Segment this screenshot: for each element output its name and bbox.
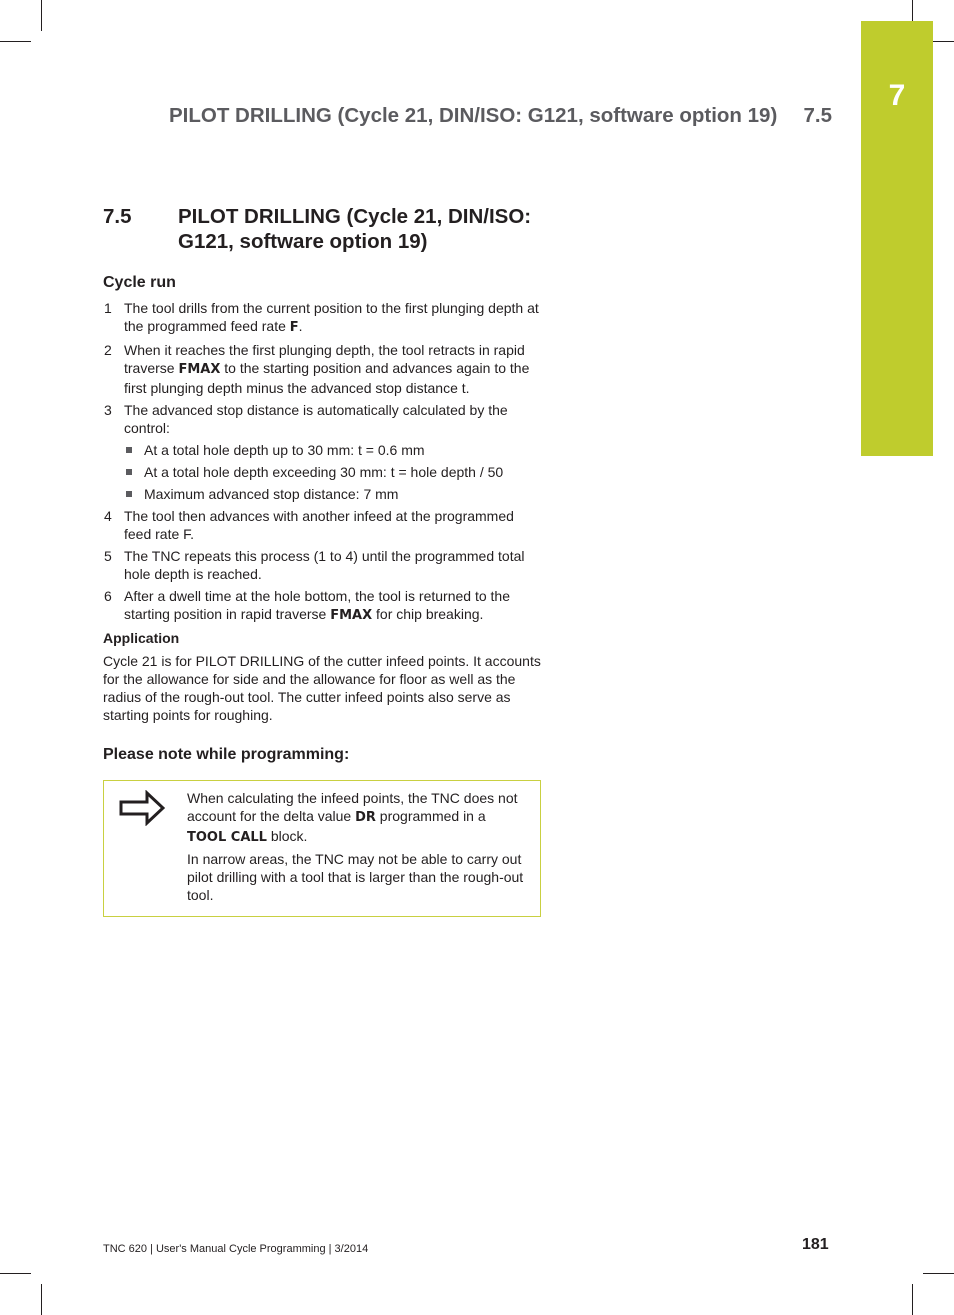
list-item (103, 341, 543, 397)
main-content (103, 204, 543, 917)
bullet-square-icon (126, 447, 132, 453)
crop-mark (0, 41, 31, 42)
step-text: The tool drills from the current position to the first plunging depth at the programmed feed rate (124, 300, 539, 334)
step-number: 4 (104, 508, 112, 524)
keyword: TOOL CALL (187, 830, 267, 845)
step-number: 5 (104, 548, 112, 564)
step-text: When it reaches the first plunging depth, the tool retracts in rapid traverse (124, 342, 525, 376)
footer-text: TNC 620 | User's Manual Cycle Programming | 3/2014 (103, 1243, 369, 1255)
keyword: DR (355, 810, 376, 825)
step-number: 6 (104, 588, 112, 604)
step-text: The advanced stop distance is automatically calculated by the control: (124, 402, 508, 436)
bullet-text: Maximum advanced stop distance: 7 mm (144, 486, 399, 502)
step-text: The tool then advances with another infeed at the programmed feed rate F. (124, 508, 514, 542)
bullet-text: At a total hole depth exceeding 30 mm: t = hole depth / 50 (144, 464, 504, 480)
step-text: to the starting position and advances again to the first plunging depth minus the advanced stop distance t. (124, 360, 530, 396)
list-item (103, 587, 543, 625)
note-paragraph (187, 789, 526, 847)
arrow-right-icon (119, 790, 165, 826)
step-text: for chip breaking. (372, 606, 484, 622)
step-text: After a dwell time at the hole bottom, the tool is returned to the starting position in rapid traverse (124, 588, 510, 622)
section-heading (103, 204, 543, 254)
running-header-title: PILOT DRILLING (Cycle 21, DIN/ISO: G121, software option 19) (169, 104, 778, 127)
note-box (103, 780, 541, 917)
bullet-item (124, 485, 543, 503)
section-number: 7.5 (103, 205, 132, 228)
note-text (187, 781, 540, 916)
step-text: . (298, 318, 303, 334)
bullet-item (124, 463, 543, 481)
running-header-section-number: 7.5 (803, 104, 832, 127)
cycle-run-steps (103, 299, 543, 625)
note-text-segment: When calculating the infeed points, the TNC does not account for the delta value (187, 790, 518, 824)
step-number: 2 (104, 342, 112, 358)
chapter-number: 7 (888, 79, 906, 112)
step-number: 3 (104, 402, 112, 418)
crop-mark (0, 1273, 31, 1274)
step-number: 1 (104, 300, 112, 316)
section-title: PILOT DRILLING (Cycle 21, DIN/ISO: G121, software option 19) (178, 205, 532, 253)
list-item (103, 299, 543, 337)
crop-mark (912, 0, 913, 21)
application-heading: Application (103, 630, 180, 646)
page-number: 181 (802, 1236, 829, 1253)
chapter-tab (861, 21, 933, 456)
cycle-run-heading: Cycle run (103, 274, 176, 291)
keyword: F (289, 320, 299, 335)
application-text: Cycle 21 is for PILOT DRILLING of the cutter infeed points. It accounts for the allowance for side and the allowance for floor as well as the radius of the rough-out tool. The cutter infeed points also serve as starting points for roughing. (103, 653, 541, 723)
crop-mark (923, 1273, 954, 1274)
crop-mark (41, 0, 42, 31)
note-heading: Please note while programming: (103, 746, 350, 763)
list-item (103, 507, 543, 543)
step-text: The TNC repeats this process (1 to 4) until the programmed total hole depth is reached. (124, 548, 525, 582)
bullet-list (124, 441, 543, 503)
keyword: FMAX (178, 362, 221, 377)
note-text-segment: programmed in a (375, 808, 486, 824)
note-text-segment: block. (266, 828, 308, 844)
bullet-square-icon (126, 469, 132, 475)
bullet-text: At a total hole depth up to 30 mm: t = 0.6 mm (144, 442, 425, 458)
note-paragraph: In narrow areas, the TNC may not be able to carry out pilot drilling with a tool that is larger than the rough-out tool. (187, 851, 524, 903)
bullet-item (124, 441, 543, 459)
bullet-square-icon (126, 491, 132, 497)
list-item (103, 401, 543, 503)
crop-mark (41, 1284, 42, 1315)
keyword: FMAX (330, 608, 373, 623)
list-item (103, 547, 543, 583)
crop-mark (912, 1284, 913, 1315)
